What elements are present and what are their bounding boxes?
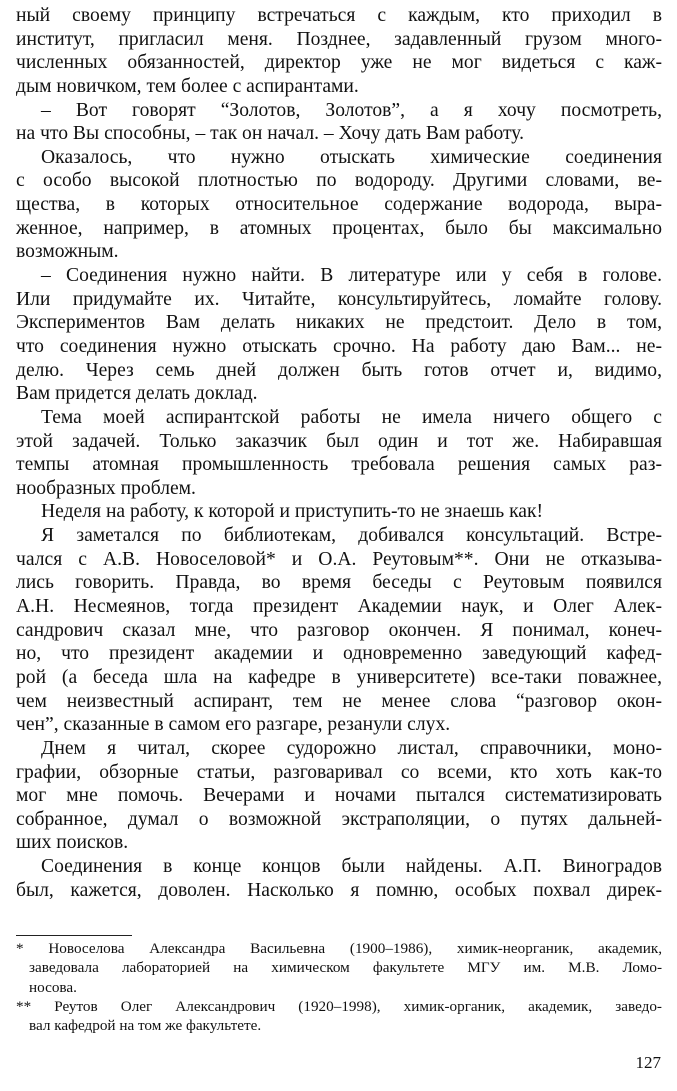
text-line: Вам придется делать доклад. [16, 383, 258, 405]
text-line: возможным. [16, 241, 119, 263]
text-line: Соединения в конце концов были найдены. А.П. Виноградов [41, 856, 662, 878]
text-line: институт, пригласил меня. Позднее, задавленный грузом много- [16, 28, 662, 50]
text-line: лись говорить. Правда, во время беседы с Реутовым появился [16, 572, 662, 594]
text-line: Неделя на работу, к которой и приступить-то не знаешь как! [41, 501, 544, 523]
footnote-line: носова. [29, 978, 77, 996]
text-line: нообразных проблем. [16, 477, 196, 499]
text-line: на что Вы способны, – так он начал. – Хочу дать Вам работу. [16, 123, 525, 145]
footnote-line: заведовала лабораторией на химическом факультете МГУ им. М.В. Ломо- [29, 959, 662, 977]
text-line: – Вот говорят “Золотов, Золотов”, а я хочу посмотреть, [41, 99, 662, 121]
text-line: численных обязанностей, директор уже не мог видеться с каж- [16, 52, 662, 74]
footnote-line: * Новоселова Александра Васильевна (1900–1986), химик-неорганик, академик, [16, 940, 662, 957]
text-line: с особо высокой плотностью по водороду. Другими словами, ве- [16, 170, 662, 192]
text-line: Оказалось, что нужно отыскать химические соединения [41, 146, 662, 168]
text-line: Я заметался по библиотекам, добивался консультаций. Встре- [41, 525, 662, 547]
text-line: Или придумайте их. Читайте, консультируйтесь, ломайте голову. [16, 288, 662, 310]
text-line: этой задачей. Только заказчик был один и тот же. Набиравшая [16, 430, 662, 452]
text-line: дым новичком, тем более с аспирантами. [16, 75, 359, 97]
text-line: щества, в которых относительное содержание водорода, выра- [16, 194, 662, 216]
text-line: делю. Через семь дней должен быть готов отчет и, видимо, [16, 359, 662, 381]
page-number: 127 [635, 1053, 661, 1072]
text-line: Тема моей аспирантской работы не имела ничего общего с [41, 406, 662, 428]
text-line: чем неизвестный аспирант, тем не менее слова “разговор окон- [16, 690, 662, 712]
body-text [16, 4, 662, 902]
text-line: ших поисков. [16, 832, 129, 854]
text-line: чен”, сказанные в самом его разгаре, резанули слух. [16, 714, 451, 736]
text-line: чался с А.В. Новоселовой* и О.А. Реутовым**. Они не отказыва- [16, 548, 662, 570]
text-line: А.Н. Несмеянов, тогда президент Академии наук, и Олег Алек- [16, 596, 662, 618]
text-line: темпы атомная промышленность требовала решения самых раз- [16, 454, 662, 476]
text-line: сандрович сказал мне, что разговор окончен. Я понимал, конеч- [16, 619, 662, 641]
footnote-line: вал кафедрой на том же факультете. [29, 1017, 262, 1035]
text-line: Экспериментов Вам делать никаких не предстоит. Дело в том, [16, 312, 662, 334]
footnotes [16, 939, 662, 1035]
text-line: собранное, думал о возможной экстраполяции, о путях дальней- [16, 808, 662, 830]
text-line: что соединения нужно отыскать срочно. На работу даю Вам... не- [16, 335, 662, 357]
text-line: Днем я читал, скорее судорожно листал, справочники, моно- [41, 737, 662, 759]
footnote-separator [16, 935, 132, 936]
text-line: женное, например, в атомных процентах, было бы максимально [16, 217, 662, 239]
text-line: мог мне помочь. Вечерами и ночами пытался систематизировать [16, 785, 662, 807]
text-line: ный своему принципу встречаться с каждым, кто приходил в [16, 5, 662, 26]
text-line: рой (а беседа шла на кафедре в университете) все-таки поважнее, [16, 666, 662, 688]
text-line: был, кажется, доволен. Насколько я помню, особых похвал дирек- [16, 879, 662, 901]
text-line: но, что президент академии и одновременно заведующий кафед- [16, 643, 662, 665]
text-line: – Соединения нужно найти. В литературе или у себя в голове. [41, 265, 662, 287]
footnote-line: ** Реутов Олег Александрович (1920–1998), химик-органик, академик, заведо- [16, 997, 662, 1015]
text-line: графии, обзорные статьи, разговаривал со всеми, кто хоть как-то [16, 761, 662, 783]
